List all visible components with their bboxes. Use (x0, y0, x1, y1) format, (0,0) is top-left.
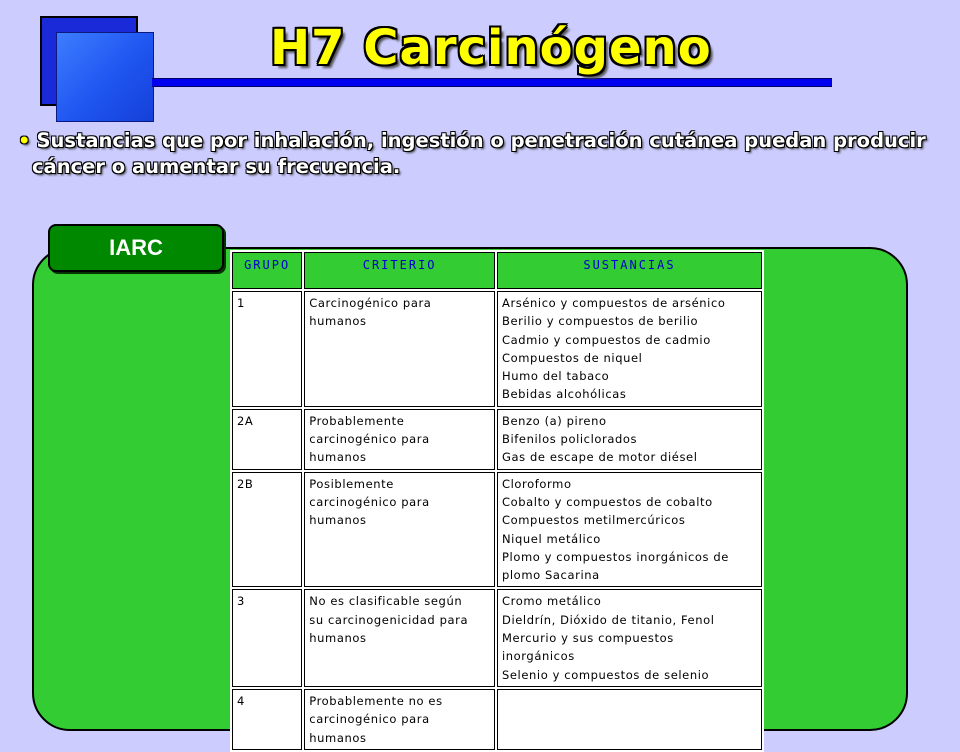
group-cell: 1 (232, 291, 302, 407)
criterio-cell (304, 472, 495, 588)
criterio-cell (304, 409, 495, 470)
criterio-line: No es clasificable según (309, 594, 463, 609)
criterio-line: Carcinogénico para (309, 296, 432, 310)
sustancias-cell (497, 409, 762, 470)
group-cell: 2B (232, 472, 302, 588)
sustancia-item: plomo Sacarina (501, 568, 600, 583)
header-sustancias: SUSTANCIAS (497, 252, 762, 289)
sustancia-item: Plomo y compuestos inorgánicos de (501, 549, 729, 564)
sustancia-item: Humo del tabaco (501, 369, 610, 384)
criterio-line: humanos (309, 314, 367, 329)
slide-title: H7 Carcinógeno (270, 20, 712, 76)
sustancias-cell (497, 472, 762, 588)
sustancia-item: Cadmio y compuestos de cadmio (501, 332, 711, 347)
criterio-line: humanos (309, 730, 367, 745)
criterio-line: humanos (309, 513, 367, 528)
criterio-cell (304, 589, 495, 686)
bullet-line-1: Sustancias que por inhalación, ingestión o penetración cutánea puedan producir (36, 129, 926, 152)
sustancia-item: Compuestos de niquel (501, 350, 643, 365)
criterio-line: humanos (309, 450, 367, 465)
sustancia-item: Bifenilos policlorados (501, 432, 638, 447)
sustancia-item: Cobalto y compuestos de cobalto (501, 494, 713, 509)
criterio-line: carcinogénico para (309, 712, 430, 727)
sustancia-item: Mercurio y sus compuestos (501, 631, 674, 646)
criterio-cell (304, 689, 495, 750)
sustancia-item: Arsénico y compuestos de arsénico (501, 296, 726, 310)
bullet-dot-icon: • (18, 129, 31, 152)
criterio-line: carcinogénico para (309, 432, 430, 447)
sustancia-item: Gas de escape de motor diésel (501, 450, 698, 465)
bullet-text (18, 128, 953, 180)
sustancia-item: inorgánicos (501, 649, 575, 664)
sustancia-item: Benzo (a) pireno (501, 413, 607, 428)
group-cell: 2A (232, 409, 302, 470)
sustancia-item: Selenio y compuestos de selenio (501, 667, 710, 682)
table-row (232, 291, 762, 407)
decorative-square-front (56, 32, 154, 122)
group-cell: 4 (232, 689, 302, 750)
sustancias-cell (497, 589, 762, 686)
table-row (232, 589, 762, 686)
sustancia-item: Dieldrín, Dióxido de titanio, Fenol (501, 612, 715, 627)
criterio-line: carcinogénico para (309, 494, 430, 509)
iarc-classification-table (230, 250, 764, 752)
sustancia-item: Niquel metálico (501, 531, 601, 546)
table-row (232, 472, 762, 588)
sustancia-item: Compuestos metilmercúricos (501, 513, 686, 528)
criterio-line: humanos (309, 631, 367, 646)
sustancia-item: Berilio y compuestos de berilio (501, 314, 699, 329)
criterio-line: Probablemente no es (309, 693, 443, 708)
table-row (232, 409, 762, 470)
group-cell: 3 (232, 589, 302, 686)
sustancia-item: Cloroformo (501, 476, 572, 491)
bullet-line-2: cáncer o aumentar su frecuencia. (32, 155, 401, 178)
sustancia-item: Bebidas alcohólicas (501, 387, 627, 402)
criterio-cell (304, 291, 495, 407)
header-criterio: CRITERIO (304, 252, 495, 289)
criterio-line: Probablemente (309, 413, 405, 428)
sustancias-cell (497, 689, 762, 750)
sustancia-item: Cromo metálico (501, 594, 602, 609)
header-grupo: GRUPO (232, 252, 302, 289)
iarc-tab: IARC (48, 224, 224, 272)
criterio-line: Posiblemente (309, 476, 394, 491)
sustancias-cell (497, 291, 762, 407)
table-header-row (232, 252, 762, 289)
table-row (232, 689, 762, 750)
criterio-line: su carcinogenicidad para (309, 612, 469, 627)
